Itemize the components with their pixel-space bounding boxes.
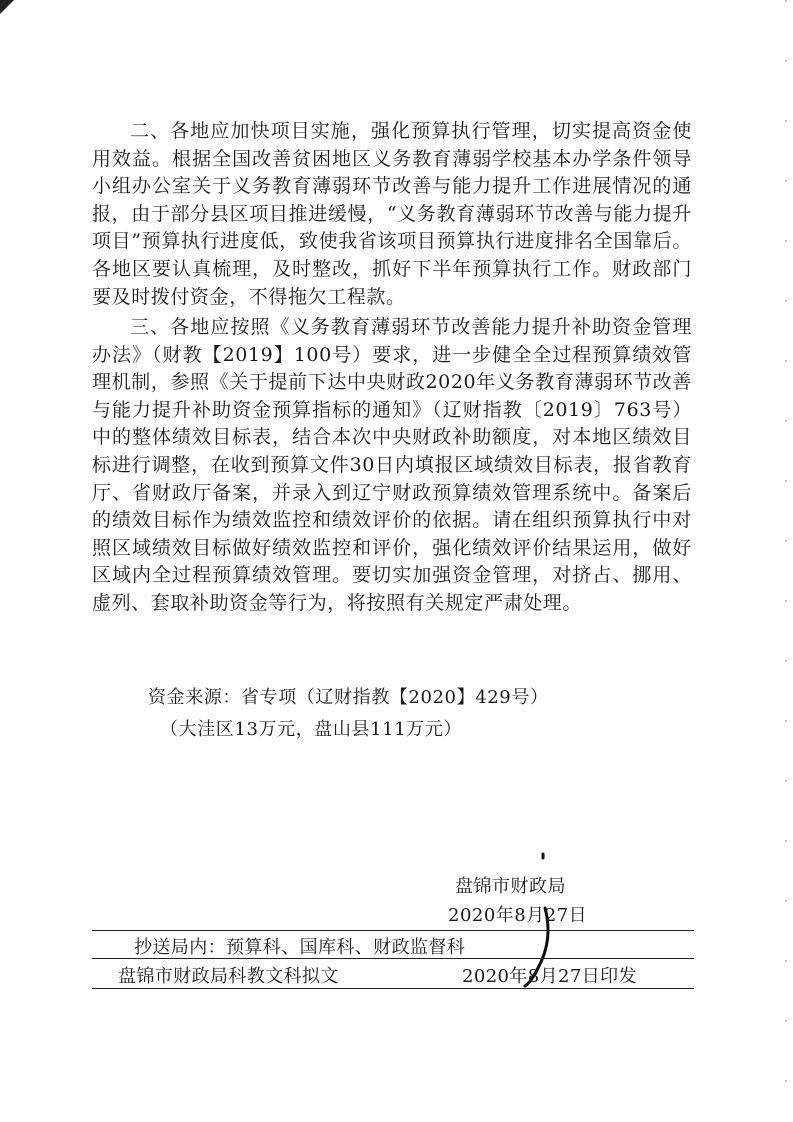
issuer-name: 盘锦市财政局 — [455, 876, 566, 897]
footer-divider-bottom — [92, 988, 694, 989]
footer-divider-middle — [92, 958, 694, 959]
funding-source: 资金来源：省专项（辽财指教【2020】429号） — [148, 687, 549, 708]
cc-list: 抄送局内：预算科、国库科、财政监督科 — [134, 937, 466, 958]
footer-divider-top — [92, 930, 694, 931]
paragraph-3: 三、各地应按照《义务教育薄弱环节改善能力提升补助资金管理办法》（财教【2019】100号）要求，进一步健全全过程预算绩效管理机制，参照《关于提前下达中央财政2020年义务教育薄弱环节改善与能力提升补助资金预算指标的通知》（辽财指教〔2019〕763号）中的整体绩效目标表，结合本次中央财政补助额度，对本地区绩效目标进行调整，在收到预算文件30日内填报区域绩效目标表，报省教育厅、省财政厅备案，并录入到辽宁财政预算绩效管理系统中。备案后的绩效目标作为绩效监控和绩效评价的依据。请在组织预算执行中对照区域绩效目标做好绩效监控和评价，强化绩效评价结果运用，做好区域内全过程预算绩效管理。要切实加强资金管理，对挤占、挪用、虚列、套取补助资金等行为，将按照有关规定严肃处理。 — [92, 316, 692, 614]
funding-detail: （大洼区13万元，盘山县111万元） — [160, 719, 463, 740]
issue-date: 2020年8月27日 — [448, 905, 588, 926]
scan-corner-mark — [0, 0, 14, 14]
paragraph-2: 二、各地应加快项目实施，强化预算执行管理，切实提高资金使用效益。根据全国改善贫困地区义务教育薄弱学校基本办学条件领导小组办公室关于义务教育薄弱环节改善与能力提升工作进展情况的通报，由于部分县区项目推进缓慢，“义务教育薄弱环节改善与能力提升项目”预算执行进度低，致使我省该项目预算执行进度排名全国靠后。各地区要认真梳理，及时整改，抓好下半年预算执行工作。财政部门要及时拨付资金，不得拖欠工程款。 — [92, 120, 692, 308]
drafting-office: 盘锦市财政局科教文科拟文 — [118, 966, 339, 987]
print-date: 2020年8月27日印发 — [462, 966, 637, 987]
scan-edge-noise — [785, 0, 787, 1122]
